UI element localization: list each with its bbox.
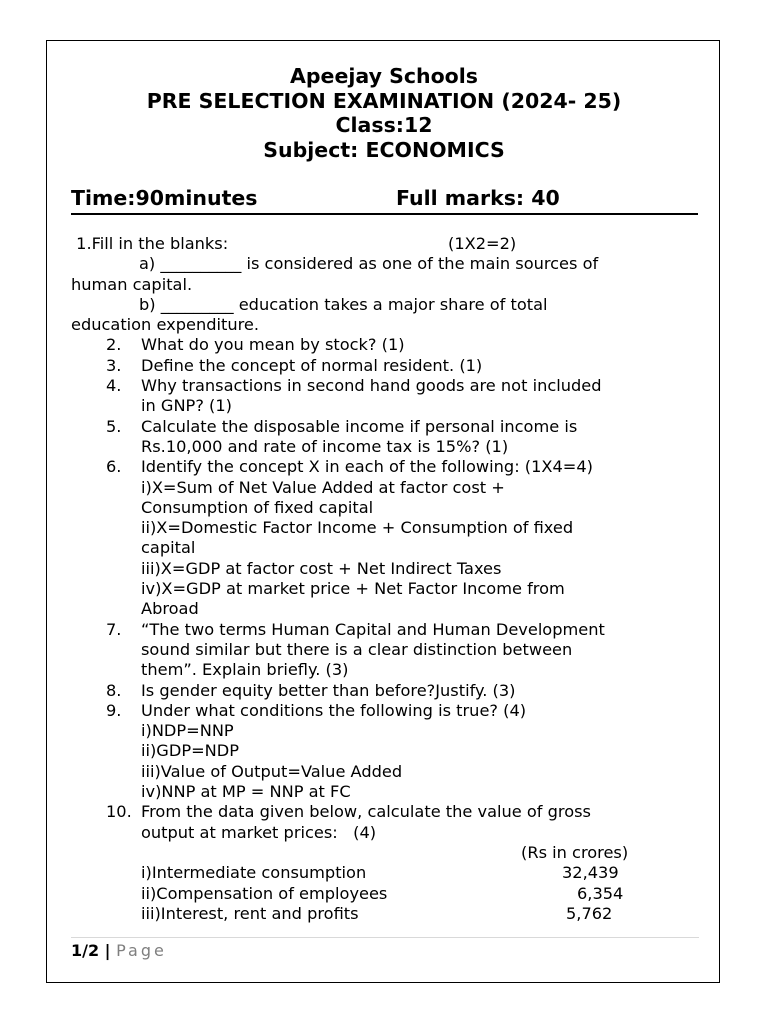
q10-data-row xyxy=(71,884,701,904)
q8-number: 8. xyxy=(106,680,122,700)
page-footer xyxy=(71,941,167,960)
full-marks-label: Full marks: 40 xyxy=(396,186,560,210)
question-7 xyxy=(71,620,701,640)
q4-text-line2: in GNP? (1) xyxy=(141,396,232,416)
q5-text-line2: Rs.10,000 and rate of income tax is 15%? (1) xyxy=(141,436,509,456)
q6-item-iv-line1: iv)X=GDP at market price + Net Factor Income from xyxy=(141,579,565,599)
q10-unit: (Rs in crores) xyxy=(521,842,629,862)
q10-unit-line xyxy=(71,843,701,863)
q9-item-ii: ii)GDP=NDP xyxy=(141,741,239,761)
q1-b-line2: education expenditure. xyxy=(71,315,259,335)
question-5 xyxy=(71,417,701,437)
q10-row-value: 5,762 xyxy=(566,903,613,923)
exam-title: PRE SELECTION EXAMINATION (2024- 25) xyxy=(146,88,622,113)
q7-text-line3: them”. Explain briefly. (3) xyxy=(141,660,349,680)
q10-row-value: 32,439 xyxy=(562,863,619,883)
q9-item-iv: iv)NNP at MP = NNP at FC xyxy=(141,782,351,802)
page-number: 1/2 xyxy=(71,941,100,960)
question-10 xyxy=(71,802,701,822)
q7-number: 7. xyxy=(106,619,122,639)
q10-text-line1: From the data given below, calculate the value of gross xyxy=(141,802,591,822)
question-9 xyxy=(71,701,701,721)
q10-row-label: ii)Compensation of employees xyxy=(141,883,388,903)
page-separator: | xyxy=(99,941,117,960)
question-6 xyxy=(71,457,701,477)
q3-number: 3. xyxy=(106,355,122,375)
q9-number: 9. xyxy=(106,700,122,720)
q6-item-i-line2: Consumption of fixed capital xyxy=(141,497,374,517)
q10-text-line2: output at market prices: (4) xyxy=(141,822,377,842)
q6-item-iii-line1: iii)X=GDP at factor cost + Net Indirect Taxes xyxy=(141,558,502,578)
q9-item-i: i)NDP=NNP xyxy=(141,721,234,741)
q2-number: 2. xyxy=(106,335,122,355)
time-label: Time:90minutes xyxy=(71,186,258,210)
question-list xyxy=(71,234,701,924)
q10-row-value: 6,354 xyxy=(577,883,624,903)
time-marks-row xyxy=(71,185,698,215)
q5-number: 5. xyxy=(106,416,122,436)
q6-item-iv-line2: Abroad xyxy=(141,599,199,619)
q6-item-ii-line1: ii)X=Domestic Factor Income + Consumption of fixed xyxy=(141,518,574,538)
q1-marks: (1X2=2) xyxy=(448,234,517,253)
school-name: Apeejay Schools xyxy=(290,64,478,88)
q9-text-line1: Under what conditions the following is true? (4) xyxy=(141,700,527,720)
q10-data-row xyxy=(71,904,701,924)
page-word: Page xyxy=(116,941,167,960)
q1-a-line1: a) __________ is considered as one of the main sources of xyxy=(139,254,599,274)
footer-rule xyxy=(71,937,699,938)
q6-text-line1: Identify the concept X in each of the following: (1X4=4) xyxy=(141,457,593,477)
q5-text-line1: Calculate the disposable income if personal income is xyxy=(141,416,578,436)
q4-text-line1: Why transactions in second hand goods are not included xyxy=(141,376,602,396)
q6-item-ii-line2: capital xyxy=(141,538,196,558)
exam-header xyxy=(46,64,722,162)
question-3 xyxy=(71,356,701,376)
q10-data-row xyxy=(71,863,701,883)
q7-text-line2: sound similar but there is a clear distinction between xyxy=(141,639,573,659)
q3-text: Define the concept of normal resident. (1) xyxy=(141,355,483,375)
q8-text: Is gender equity better than before?Justify. (3) xyxy=(141,680,516,700)
q10-row-label: iii)Interest, rent and profits xyxy=(141,903,359,923)
q1-a-line2: human capital. xyxy=(71,274,193,294)
question-2 xyxy=(71,335,701,355)
question-8 xyxy=(71,681,701,701)
q10-number: 10. xyxy=(106,802,132,822)
q1-title-line xyxy=(71,234,701,254)
q9-item-iii: iii)Value of Output=Value Added xyxy=(141,761,403,781)
class-label: Class:12 xyxy=(335,113,433,137)
q2-text: What do you mean by stock? (1) xyxy=(141,335,405,355)
q1-b-line1: b) _________ education takes a major share of total xyxy=(139,294,548,314)
q6-item-i-line1: i)X=Sum of Net Value Added at factor cost + xyxy=(141,477,505,497)
q6-number: 6. xyxy=(106,457,122,477)
q1-title: 1.Fill in the blanks: xyxy=(71,234,229,253)
q4-number: 4. xyxy=(106,376,122,396)
subject-label: Subject: ECONOMICS xyxy=(263,137,505,162)
q7-text-line1: “The two terms Human Capital and Human Development xyxy=(141,619,605,639)
q10-row-label: i)Intermediate consumption xyxy=(141,863,367,883)
question-4 xyxy=(71,376,701,396)
